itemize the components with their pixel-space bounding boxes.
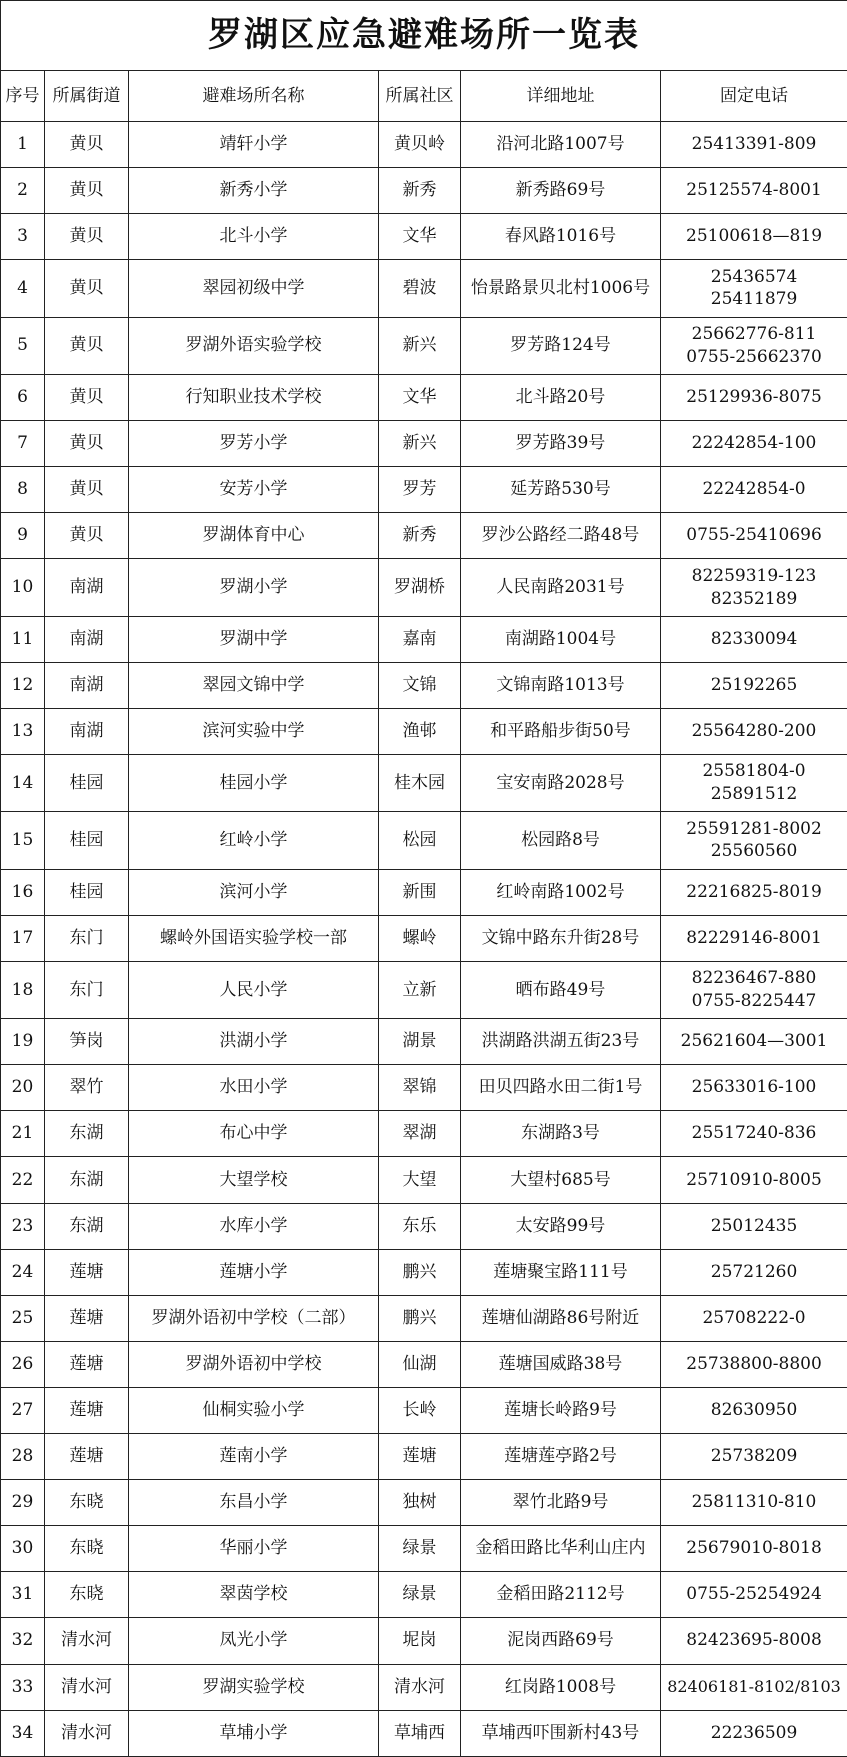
page-title: 罗湖区应急避难场所一览表: [1, 1, 847, 71]
row-community: 翠锦: [379, 1065, 461, 1111]
phone-number: 25564280-200: [691, 720, 817, 741]
phone-number: 82630950: [710, 1400, 798, 1421]
row-street: 黄贝: [45, 374, 129, 420]
row-shelter-name: 螺岭外国语实验学校一部: [129, 915, 379, 961]
row-shelter-name: 罗湖外语初中学校（二部）: [129, 1295, 379, 1341]
row-shelter-name: 北斗小学: [129, 214, 379, 260]
title-row: [1, 1, 847, 71]
row-phone: [661, 1387, 847, 1433]
table-row: [1, 754, 847, 811]
row-address: 松园路8号: [461, 812, 661, 869]
row-shelter-name: 罗湖外语初中学校: [129, 1341, 379, 1387]
row-shelter-name: 布心中学: [129, 1111, 379, 1157]
row-address: 人民南路2031号: [461, 559, 661, 616]
phone-number: 82423695-8008: [686, 1630, 822, 1651]
row-street: 清水河: [45, 1710, 129, 1756]
phone-number: 82259319-123: [691, 565, 817, 586]
row-street: 莲塘: [45, 1387, 129, 1433]
phone-number: 25721260: [710, 1261, 798, 1282]
row-address: 春风路1016号: [461, 214, 661, 260]
phone-number: 25192265: [710, 674, 798, 695]
phone-number: 25633016-100: [691, 1077, 817, 1098]
table-row: [1, 1710, 847, 1756]
row-phone: [661, 1111, 847, 1157]
row-number: 33: [1, 1664, 45, 1710]
table-row: [1, 1157, 847, 1203]
phone-number: 25891512: [710, 784, 798, 805]
row-address: 罗芳路39号: [461, 421, 661, 467]
table-row: [1, 1203, 847, 1249]
row-number: 13: [1, 708, 45, 754]
phone-number: 22216825-8019: [686, 881, 822, 902]
table-row: [1, 317, 847, 374]
row-phone: [661, 1480, 847, 1526]
phone-number: 0755-25410696: [686, 525, 822, 546]
table-row: [1, 961, 847, 1018]
row-street: 桂园: [45, 754, 129, 811]
row-street: 东晓: [45, 1480, 129, 1526]
table-row: [1, 467, 847, 513]
row-shelter-name: 人民小学: [129, 961, 379, 1018]
row-shelter-name: 靖轩小学: [129, 122, 379, 168]
row-address: 延芳路530号: [461, 467, 661, 513]
row-number: 3: [1, 214, 45, 260]
table-row: [1, 1019, 847, 1065]
row-shelter-name: 罗湖小学: [129, 559, 379, 616]
row-community: 草埔西: [379, 1710, 461, 1756]
phone-number: 25662776-811: [691, 323, 817, 344]
row-street: 南湖: [45, 559, 129, 616]
row-street: 东晓: [45, 1572, 129, 1618]
row-address: 金稻田路2112号: [461, 1572, 661, 1618]
row-community: 湖景: [379, 1019, 461, 1065]
phone-number: 25679010-8018: [686, 1538, 822, 1559]
row-number: 9: [1, 513, 45, 559]
row-street: 清水河: [45, 1664, 129, 1710]
row-shelter-name: 水库小学: [129, 1203, 379, 1249]
row-shelter-name: 莲塘小学: [129, 1249, 379, 1295]
table-row: [1, 1572, 847, 1618]
row-phone: [661, 559, 847, 616]
row-phone: [661, 513, 847, 559]
row-community: 清水河: [379, 1664, 461, 1710]
row-address: 和平路船步街50号: [461, 708, 661, 754]
row-address: 红岭南路1002号: [461, 869, 661, 915]
row-address: 莲塘长岭路9号: [461, 1387, 661, 1433]
row-street: 黄贝: [45, 168, 129, 214]
row-community: 东乐: [379, 1203, 461, 1249]
row-shelter-name: 仙桐实验小学: [129, 1387, 379, 1433]
row-number: 29: [1, 1480, 45, 1526]
row-number: 4: [1, 260, 45, 317]
row-phone: [661, 374, 847, 420]
phone-number: 0755-25662370: [686, 346, 822, 367]
row-phone: [661, 1341, 847, 1387]
row-shelter-name: 红岭小学: [129, 812, 379, 869]
row-street: 南湖: [45, 708, 129, 754]
table-row: [1, 122, 847, 168]
row-number: 16: [1, 869, 45, 915]
row-address: 怡景路景贝北村1006号: [461, 260, 661, 317]
row-community: 碧波: [379, 260, 461, 317]
table-row: [1, 1341, 847, 1387]
row-community: 仙湖: [379, 1341, 461, 1387]
row-phone: [661, 1019, 847, 1065]
phone-number: 0755-8225447: [691, 991, 817, 1012]
row-street: 黄贝: [45, 317, 129, 374]
row-street: 东门: [45, 915, 129, 961]
row-street: 莲塘: [45, 1434, 129, 1480]
row-street: 东门: [45, 961, 129, 1018]
row-community: 立新: [379, 961, 461, 1018]
table-row: [1, 1480, 847, 1526]
phone-number: 25125574-8001: [686, 180, 822, 201]
phone-number: 25811310-810: [691, 1492, 817, 1513]
row-community: 新兴: [379, 317, 461, 374]
row-number: 30: [1, 1526, 45, 1572]
row-phone: [661, 1157, 847, 1203]
table-row: [1, 662, 847, 708]
row-phone: [661, 214, 847, 260]
row-number: 21: [1, 1111, 45, 1157]
table-row: [1, 214, 847, 260]
table-row: [1, 1387, 847, 1433]
table-body: [1, 122, 847, 1757]
table-row: [1, 260, 847, 317]
row-number: 11: [1, 616, 45, 662]
header-phone: 固定电话: [661, 71, 847, 122]
row-street: 东晓: [45, 1526, 129, 1572]
row-phone: [661, 168, 847, 214]
row-street: 清水河: [45, 1618, 129, 1664]
phone-number: 82229146-8001: [686, 927, 822, 948]
row-phone: [661, 915, 847, 961]
row-address: 金稻田路比华利山庄内: [461, 1526, 661, 1572]
row-community: 新秀: [379, 513, 461, 559]
row-address: 莲塘仙湖路86号附近: [461, 1295, 661, 1341]
phone-number: 0755-25254924: [686, 1584, 822, 1605]
table-row: [1, 1065, 847, 1111]
row-address: 北斗路20号: [461, 374, 661, 420]
row-community: 桂木园: [379, 754, 461, 811]
row-address: 田贝四路水田二街1号: [461, 1065, 661, 1111]
row-shelter-name: 滨河小学: [129, 869, 379, 915]
row-shelter-name: 东昌小学: [129, 1480, 379, 1526]
row-address: 翠竹北路9号: [461, 1480, 661, 1526]
table-row: [1, 1295, 847, 1341]
row-street: 黄贝: [45, 214, 129, 260]
phone-number: 25738800-8800: [686, 1353, 822, 1374]
row-address: 大望村685号: [461, 1157, 661, 1203]
row-community: 松园: [379, 812, 461, 869]
table-row: [1, 708, 847, 754]
header-community: 所属社区: [379, 71, 461, 122]
phone-number: 22242854-100: [691, 433, 817, 454]
row-community: 独树: [379, 1480, 461, 1526]
row-phone: [661, 1618, 847, 1664]
phone-number: 25708222-0: [702, 1307, 806, 1328]
row-shelter-name: 新秀小学: [129, 168, 379, 214]
row-phone: [661, 1249, 847, 1295]
row-phone: [661, 467, 847, 513]
row-shelter-name: 翠园文锦中学: [129, 662, 379, 708]
row-number: 20: [1, 1065, 45, 1111]
row-phone: [661, 754, 847, 811]
row-street: 莲塘: [45, 1249, 129, 1295]
phone-number: 25621604—3001: [680, 1031, 828, 1052]
row-address: 罗沙公路经二路48号: [461, 513, 661, 559]
row-shelter-name: 罗湖实验学校: [129, 1664, 379, 1710]
header-shelter-name: 避难场所名称: [129, 71, 379, 122]
row-shelter-name: 罗芳小学: [129, 421, 379, 467]
row-address: 草埔西吓围新村43号: [461, 1710, 661, 1756]
row-number: 15: [1, 812, 45, 869]
row-phone: [661, 1295, 847, 1341]
table-row: [1, 168, 847, 214]
header-address: 详细地址: [461, 71, 661, 122]
row-number: 32: [1, 1618, 45, 1664]
row-address: 莲塘莲亭路2号: [461, 1434, 661, 1480]
phone-number: 25129936-8075: [686, 387, 822, 408]
row-address: 东湖路3号: [461, 1111, 661, 1157]
row-shelter-name: 翠茵学校: [129, 1572, 379, 1618]
row-community: 文锦: [379, 662, 461, 708]
row-street: 东湖: [45, 1111, 129, 1157]
row-community: 螺岭: [379, 915, 461, 961]
row-number: 6: [1, 374, 45, 420]
row-number: 22: [1, 1157, 45, 1203]
row-shelter-name: 罗湖体育中心: [129, 513, 379, 559]
row-number: 31: [1, 1572, 45, 1618]
table-row: [1, 869, 847, 915]
phone-number: 25591281-8002: [686, 818, 822, 839]
row-community: 绿景: [379, 1526, 461, 1572]
row-shelter-name: 罗湖外语实验学校: [129, 317, 379, 374]
table-row: [1, 421, 847, 467]
row-phone: [661, 421, 847, 467]
phone-number: 25710910-8005: [686, 1169, 822, 1190]
phone-number: 82330094: [710, 628, 798, 649]
row-address: 洪湖路洪湖五街23号: [461, 1019, 661, 1065]
row-number: 28: [1, 1434, 45, 1480]
row-phone: [661, 1203, 847, 1249]
phone-number: 25012435: [710, 1215, 798, 1236]
phone-number: 25517240-836: [691, 1123, 817, 1144]
row-number: 1: [1, 122, 45, 168]
row-shelter-name: 凤光小学: [129, 1618, 379, 1664]
row-phone: [661, 812, 847, 869]
row-number: 14: [1, 754, 45, 811]
row-phone: [661, 616, 847, 662]
phone-number: 25436574: [710, 266, 798, 287]
phone-number: 25581804-0: [702, 761, 806, 782]
row-street: 黄贝: [45, 421, 129, 467]
table-row: [1, 1111, 847, 1157]
row-phone: [661, 708, 847, 754]
row-address: 文锦中路东升街28号: [461, 915, 661, 961]
table-row: [1, 1526, 847, 1572]
row-street: 南湖: [45, 662, 129, 708]
table-row: [1, 1618, 847, 1664]
row-street: 东湖: [45, 1203, 129, 1249]
row-shelter-name: 罗湖中学: [129, 616, 379, 662]
table-row: [1, 616, 847, 662]
row-shelter-name: 滨河实验中学: [129, 708, 379, 754]
row-community: 文华: [379, 374, 461, 420]
row-number: 17: [1, 915, 45, 961]
phone-number: 25413391-809: [691, 134, 817, 155]
row-shelter-name: 水田小学: [129, 1065, 379, 1111]
header-row: [1, 71, 847, 122]
row-number: 10: [1, 559, 45, 616]
row-address: 新秀路69号: [461, 168, 661, 214]
row-number: 19: [1, 1019, 45, 1065]
row-shelter-name: 桂园小学: [129, 754, 379, 811]
table-row: [1, 374, 847, 420]
row-shelter-name: 安芳小学: [129, 467, 379, 513]
row-community: 新秀: [379, 168, 461, 214]
phone-number: 25411879: [710, 289, 798, 310]
row-community: 翠湖: [379, 1111, 461, 1157]
header-street: 所属街道: [45, 71, 129, 122]
row-address: 太安路99号: [461, 1203, 661, 1249]
row-community: 文华: [379, 214, 461, 260]
row-community: 长岭: [379, 1387, 461, 1433]
row-address: 莲塘国威路38号: [461, 1341, 661, 1387]
row-community: 坭岗: [379, 1618, 461, 1664]
row-phone: [661, 961, 847, 1018]
table-row: [1, 812, 847, 869]
row-phone: [661, 662, 847, 708]
row-street: 莲塘: [45, 1341, 129, 1387]
row-street: 笋岗: [45, 1019, 129, 1065]
row-community: 大望: [379, 1157, 461, 1203]
row-shelter-name: 大望学校: [129, 1157, 379, 1203]
row-community: 嘉南: [379, 616, 461, 662]
row-number: 23: [1, 1203, 45, 1249]
row-shelter-name: 行知职业技术学校: [129, 374, 379, 420]
row-community: 罗湖桥: [379, 559, 461, 616]
phone-number: 22242854-0: [702, 479, 806, 500]
row-street: 南湖: [45, 616, 129, 662]
row-shelter-name: 翠园初级中学: [129, 260, 379, 317]
row-address: 泥岗西路69号: [461, 1618, 661, 1664]
row-street: 黄贝: [45, 260, 129, 317]
row-phone: [661, 1065, 847, 1111]
row-community: 鹏兴: [379, 1295, 461, 1341]
row-phone: [661, 1710, 847, 1756]
row-street: 翠竹: [45, 1065, 129, 1111]
phone-number: 25100618—819: [686, 226, 823, 247]
table-row: [1, 1249, 847, 1295]
phone-number: 82352189: [710, 588, 798, 609]
row-street: 莲塘: [45, 1295, 129, 1341]
row-street: 桂园: [45, 812, 129, 869]
row-number: 2: [1, 168, 45, 214]
row-community: 新围: [379, 869, 461, 915]
row-address: 宝安南路2028号: [461, 754, 661, 811]
row-phone: [661, 1526, 847, 1572]
phone-number: 25738209: [710, 1446, 798, 1467]
row-community: 新兴: [379, 421, 461, 467]
row-number: 7: [1, 421, 45, 467]
row-number: 8: [1, 467, 45, 513]
row-address: 晒布路49号: [461, 961, 661, 1018]
row-community: 莲塘: [379, 1434, 461, 1480]
row-community: 黄贝岭: [379, 122, 461, 168]
row-community: 绿景: [379, 1572, 461, 1618]
row-phone: [661, 1664, 847, 1710]
row-shelter-name: 洪湖小学: [129, 1019, 379, 1065]
table-row: [1, 513, 847, 559]
row-number: 26: [1, 1341, 45, 1387]
row-phone: [661, 1434, 847, 1480]
phone-number: 25560560: [710, 841, 798, 862]
row-phone: [661, 317, 847, 374]
table-row: [1, 1664, 847, 1710]
row-community: 鹏兴: [379, 1249, 461, 1295]
row-number: 27: [1, 1387, 45, 1433]
table-row: [1, 915, 847, 961]
table-row: [1, 1434, 847, 1480]
row-shelter-name: 华丽小学: [129, 1526, 379, 1572]
row-address: 罗芳路124号: [461, 317, 661, 374]
row-street: 黄贝: [45, 122, 129, 168]
row-phone: [661, 122, 847, 168]
row-number: 12: [1, 662, 45, 708]
row-shelter-name: 草埔小学: [129, 1710, 379, 1756]
row-number: 5: [1, 317, 45, 374]
row-street: 黄贝: [45, 513, 129, 559]
row-address: 红岗路1008号: [461, 1664, 661, 1710]
row-number: 24: [1, 1249, 45, 1295]
row-address: 莲塘聚宝路111号: [461, 1249, 661, 1295]
phone-number: 82406181-8102/8103: [667, 1676, 841, 1696]
row-phone: [661, 260, 847, 317]
row-community: 渔邨: [379, 708, 461, 754]
table-row: [1, 559, 847, 616]
row-number: 18: [1, 961, 45, 1018]
row-number: 34: [1, 1710, 45, 1756]
phone-number: 22236509: [710, 1722, 798, 1743]
row-street: 桂园: [45, 869, 129, 915]
row-community: 罗芳: [379, 467, 461, 513]
row-address: 文锦南路1013号: [461, 662, 661, 708]
phone-number: 82236467-880: [691, 968, 817, 989]
row-address: 沿河北路1007号: [461, 122, 661, 168]
row-phone: [661, 1572, 847, 1618]
row-street: 黄贝: [45, 467, 129, 513]
row-shelter-name: 莲南小学: [129, 1434, 379, 1480]
row-street: 东湖: [45, 1157, 129, 1203]
header-no: 序号: [1, 71, 45, 122]
row-address: 南湖路1004号: [461, 616, 661, 662]
row-number: 25: [1, 1295, 45, 1341]
row-phone: [661, 869, 847, 915]
